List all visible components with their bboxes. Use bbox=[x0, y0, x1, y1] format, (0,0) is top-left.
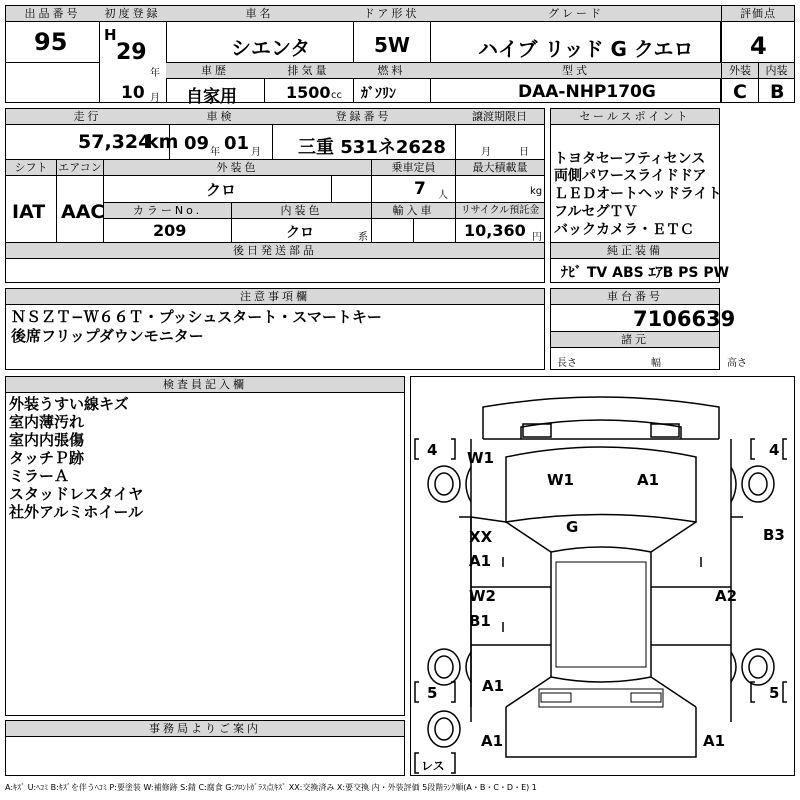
recycle-label: リサイクル預託金 bbox=[456, 203, 544, 219]
grade: ハイブ リッド G クエロ bbox=[478, 37, 694, 61]
chassis-label: 車台番号 bbox=[551, 289, 719, 305]
reg-month-unit: 月 bbox=[150, 93, 160, 104]
chassis-block bbox=[550, 288, 747, 370]
dims-label: 諸元 bbox=[551, 332, 719, 348]
model-label: 型式 bbox=[430, 63, 722, 79]
exterior-grade: C bbox=[733, 81, 747, 103]
damage-mark: G bbox=[566, 518, 579, 536]
note-line: ＮＳＺＴ−Ｗ６６Ｔ・プッシュスタート・スマートキー bbox=[11, 308, 382, 326]
ac-label: エアコン bbox=[58, 161, 102, 174]
import-label: 輸入車 bbox=[372, 203, 455, 219]
shift: IAT bbox=[12, 201, 46, 223]
mileage-label: 走行 bbox=[6, 109, 169, 125]
inspector-block bbox=[5, 376, 405, 716]
score-label: 評価点 bbox=[722, 6, 794, 22]
office-label: 事務局よりご案内 bbox=[6, 721, 404, 737]
color-no-label: カラーNo. bbox=[104, 203, 231, 219]
displacement-label: 排気量 bbox=[264, 63, 353, 79]
first-reg-label: 初度登録 bbox=[99, 6, 166, 22]
damage-mark: A1 bbox=[637, 471, 660, 489]
inspection-label: 車検 bbox=[169, 109, 272, 125]
reg-number: 三重 531ネ2628 bbox=[298, 137, 446, 158]
inspection-month-unit: 月 bbox=[251, 147, 261, 158]
chassis-number: 7106639 bbox=[633, 307, 736, 331]
fuel: ｶﾞｿﾘﾝ bbox=[361, 86, 396, 102]
shift-label: シフト bbox=[6, 160, 56, 176]
recycle-unit: 円 bbox=[532, 232, 542, 243]
transfer-month-unit: 月 bbox=[481, 147, 491, 158]
int-color-label: 内装色 bbox=[232, 203, 371, 219]
model-code: DAA-NHP170G bbox=[518, 82, 656, 102]
max-load-unit: kg bbox=[530, 186, 543, 197]
era-letter: H bbox=[104, 26, 117, 44]
car-diagram bbox=[410, 376, 795, 776]
damage-mark: A1 bbox=[703, 732, 726, 750]
transfer-day-unit: 日 bbox=[519, 147, 529, 158]
car-outline bbox=[411, 377, 794, 775]
tire-rear-left: 5 bbox=[427, 684, 438, 702]
history: 自家用 bbox=[186, 87, 237, 107]
ac: AAC bbox=[61, 201, 105, 223]
genuine-equipment-label: 純正装備 bbox=[551, 243, 719, 259]
car-name: シエンタ bbox=[231, 36, 311, 60]
car-name-label: 車名 bbox=[166, 6, 353, 22]
notes-block bbox=[5, 288, 545, 370]
int-color: クロ bbox=[286, 225, 314, 241]
inspection-year: 09 bbox=[184, 133, 210, 154]
interior-label: 内装 bbox=[759, 63, 794, 79]
damage-mark: A1 bbox=[469, 552, 492, 570]
inspector-line: タッチＰ跡 bbox=[9, 449, 85, 467]
mileage: 57,324 bbox=[78, 131, 152, 153]
tire-front-right: 4 bbox=[769, 441, 780, 459]
reg-year-unit: 年 bbox=[150, 68, 160, 79]
inspector-line: ミラーＡ bbox=[9, 467, 70, 485]
sales-point: バックカメラ・ＥＴＣ bbox=[554, 222, 694, 238]
tire-rear-right: 5 bbox=[769, 684, 780, 702]
sales-point: トヨタセーフティセンス bbox=[554, 151, 706, 167]
exterior-label: 外装 bbox=[722, 63, 758, 79]
inspector-line: 外装うすい線キズ bbox=[9, 395, 129, 413]
damage-mark: A2 bbox=[715, 587, 738, 605]
header-block bbox=[5, 5, 721, 107]
capacity: 7 bbox=[414, 179, 426, 199]
damage-mark: W2 bbox=[469, 587, 496, 605]
spec-block bbox=[5, 108, 545, 283]
fuel-label: 燃料 bbox=[353, 63, 430, 79]
sales-points-label: セールスポイント bbox=[551, 109, 719, 125]
damage-mark: W1 bbox=[547, 471, 574, 489]
sales-point: 両側パワースライドドア bbox=[554, 168, 707, 184]
damage-mark: B3 bbox=[763, 526, 785, 544]
lot-number: 95 bbox=[34, 28, 68, 56]
damage-mark: W1 bbox=[467, 449, 494, 467]
door-type: 5W bbox=[374, 33, 410, 57]
recycle: 10,360 bbox=[464, 221, 526, 240]
interior-grade: B bbox=[770, 81, 785, 103]
damage-mark: A1 bbox=[482, 677, 505, 695]
tire-spare: レス bbox=[421, 759, 445, 773]
damage-mark: XX bbox=[469, 528, 493, 546]
ext-color: クロ bbox=[206, 181, 237, 199]
note-line: 後席フリップダウンモニター bbox=[11, 327, 204, 345]
inspection-month: 01 bbox=[224, 133, 250, 154]
color-no: 209 bbox=[153, 221, 187, 240]
history-label: 車歴 bbox=[166, 63, 264, 79]
reg-month: 10 bbox=[121, 83, 145, 103]
max-load-label: 最大積載量 bbox=[456, 160, 544, 176]
damage-mark: A1 bbox=[481, 732, 504, 750]
sales-point: フルセグＴＶ bbox=[554, 204, 638, 220]
lot-number-label: 出品番号 bbox=[6, 6, 99, 22]
cc-unit: cc bbox=[331, 90, 342, 101]
capacity-label: 乗車定員 bbox=[372, 160, 455, 176]
mileage-unit: km bbox=[146, 131, 179, 153]
inspection-year-unit: 年 bbox=[210, 147, 220, 158]
transfer-label: 譲渡期限日 bbox=[455, 109, 544, 125]
damage-mark: B1 bbox=[469, 612, 491, 630]
legend: A:ｷｽﾞ U:ﾍｺﾐ B:ｷｽﾞを伴うﾍｺﾐ P:要塗装 W:補修跡 S:錆 C:腐食 G:ﾌﾛﾝﾄｶﾞﾗｽ点ｷｽﾞ XX:交換済み X:要交換 内・外装評価 5段階ﾗﾝｸ順(A・B・C・D・E) 1 bbox=[5, 783, 537, 792]
inspector-line: 室内薄汚れ bbox=[9, 413, 85, 431]
office-block bbox=[5, 720, 405, 776]
inspector-label: 検査員記入欄 bbox=[6, 377, 404, 393]
ext-color-label: 外装色 bbox=[104, 160, 371, 176]
inspector-line: スタッドレスタイヤ bbox=[9, 485, 144, 503]
displacement: 1500 bbox=[286, 83, 331, 102]
tire-front-left: 4 bbox=[427, 441, 438, 459]
grade-label: グレード bbox=[430, 6, 722, 22]
sales-points-block bbox=[550, 108, 730, 283]
score-block bbox=[721, 5, 795, 103]
int-color-unit: 系 bbox=[358, 232, 368, 243]
reg-number-label: 登録番号 bbox=[272, 109, 455, 125]
door-label: ドア形状 bbox=[353, 6, 430, 22]
inspector-line: 室内内張傷 bbox=[9, 431, 85, 449]
width-label: 幅 bbox=[651, 358, 661, 369]
sales-point: ＬＥＤオートヘッドライト bbox=[554, 186, 722, 202]
genuine-equipment: ﾅﾋﾞ TV ABS ｴｱB PS PW bbox=[561, 265, 730, 281]
capacity-unit: 人 bbox=[438, 190, 448, 201]
length-label: 長さ bbox=[557, 358, 577, 369]
height-label: 高さ bbox=[727, 358, 747, 369]
later-parts-label: 後日発送部品 bbox=[6, 243, 544, 259]
reg-year: 29 bbox=[116, 40, 147, 65]
notes-label: 注意事項欄 bbox=[6, 289, 544, 305]
inspector-line: 社外アルミホイール bbox=[9, 503, 144, 521]
score: 4 bbox=[750, 32, 767, 60]
